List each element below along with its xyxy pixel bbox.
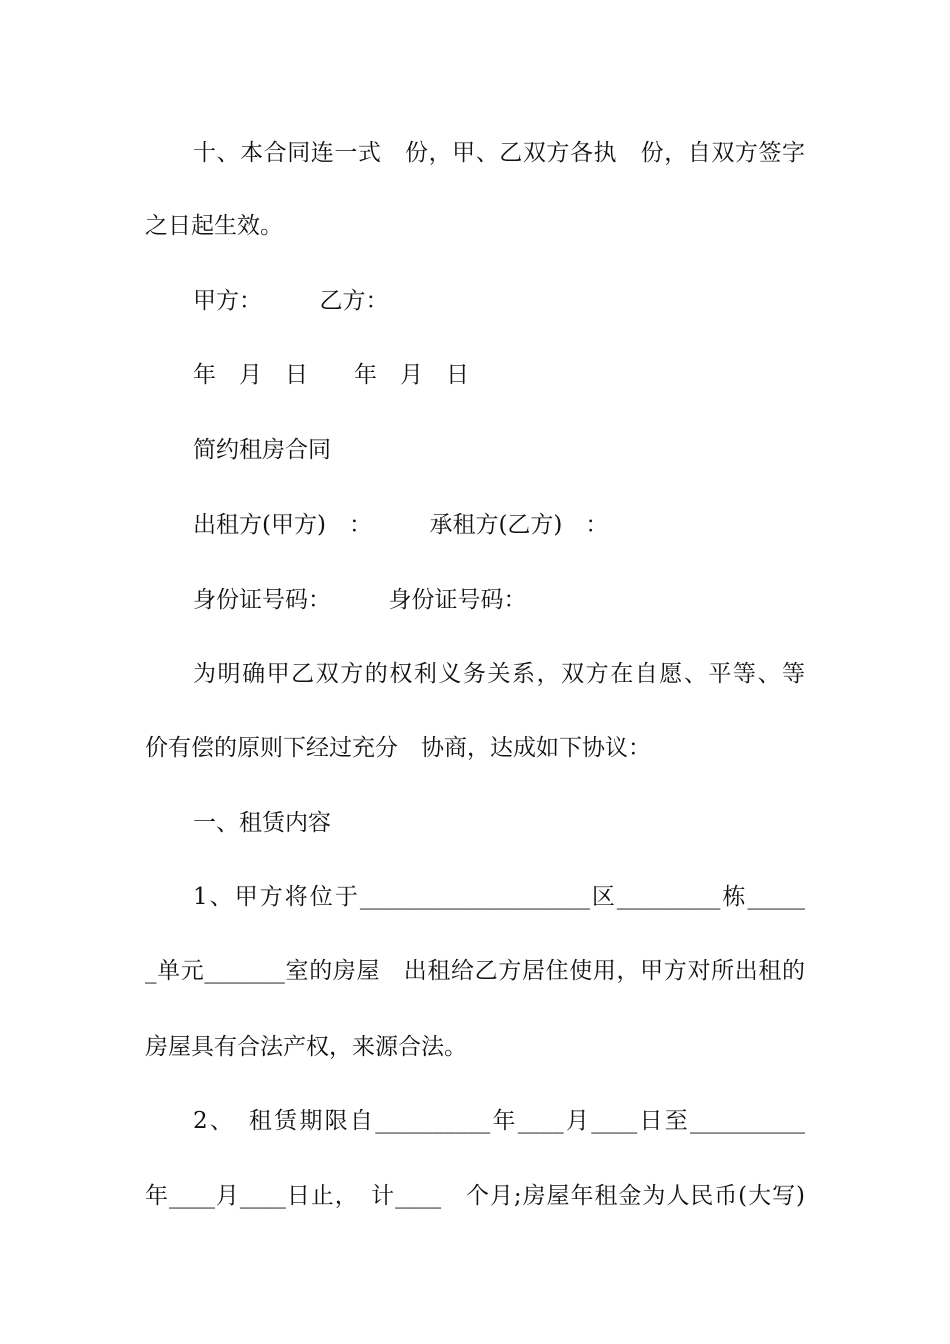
signature-date-labels: 年 月 日 年 月 日 [193,362,469,388]
party-labels: 出租方(甲方) ： 承租方(乙方) ： [193,512,609,538]
signature-party-labels: 甲方： 乙方： [193,288,389,314]
preamble-line-2: 价有偿的原则下经过充分 协商，达成如下协议： [145,735,651,761]
section-heading-lease-content: 一、租赁内容 [193,810,331,836]
item-1-line-1: 1、甲方将位于____________________区_________栋_____ [193,884,805,910]
clause-ten-line-1: 十、本合同连一式 份，甲、乙双方各执 份，自双方签字 [193,140,805,166]
item-1-line-3: 房屋具有合法产权，来源合法。 [145,1034,467,1060]
item-2-line-2: 年____月____日止， 计____ 个月;房屋年租金为人民币(大写) [145,1183,805,1209]
item-2-line-1: 2、 租赁期限自__________年____月____日至__________ [193,1108,805,1134]
preamble-line-1: 为明确甲乙双方的权利义务关系，双方在自愿、平等、等 [193,661,805,687]
item-1-line-2: _单元_______室的房屋 出租给乙方居住使用，甲方对所出租的 [145,958,805,984]
document-title: 简约租房合同 [193,437,331,463]
id-number-labels: 身份证号码： 身份证号码： [193,587,527,613]
clause-ten-line-2: 之日起生效。 [145,213,283,239]
